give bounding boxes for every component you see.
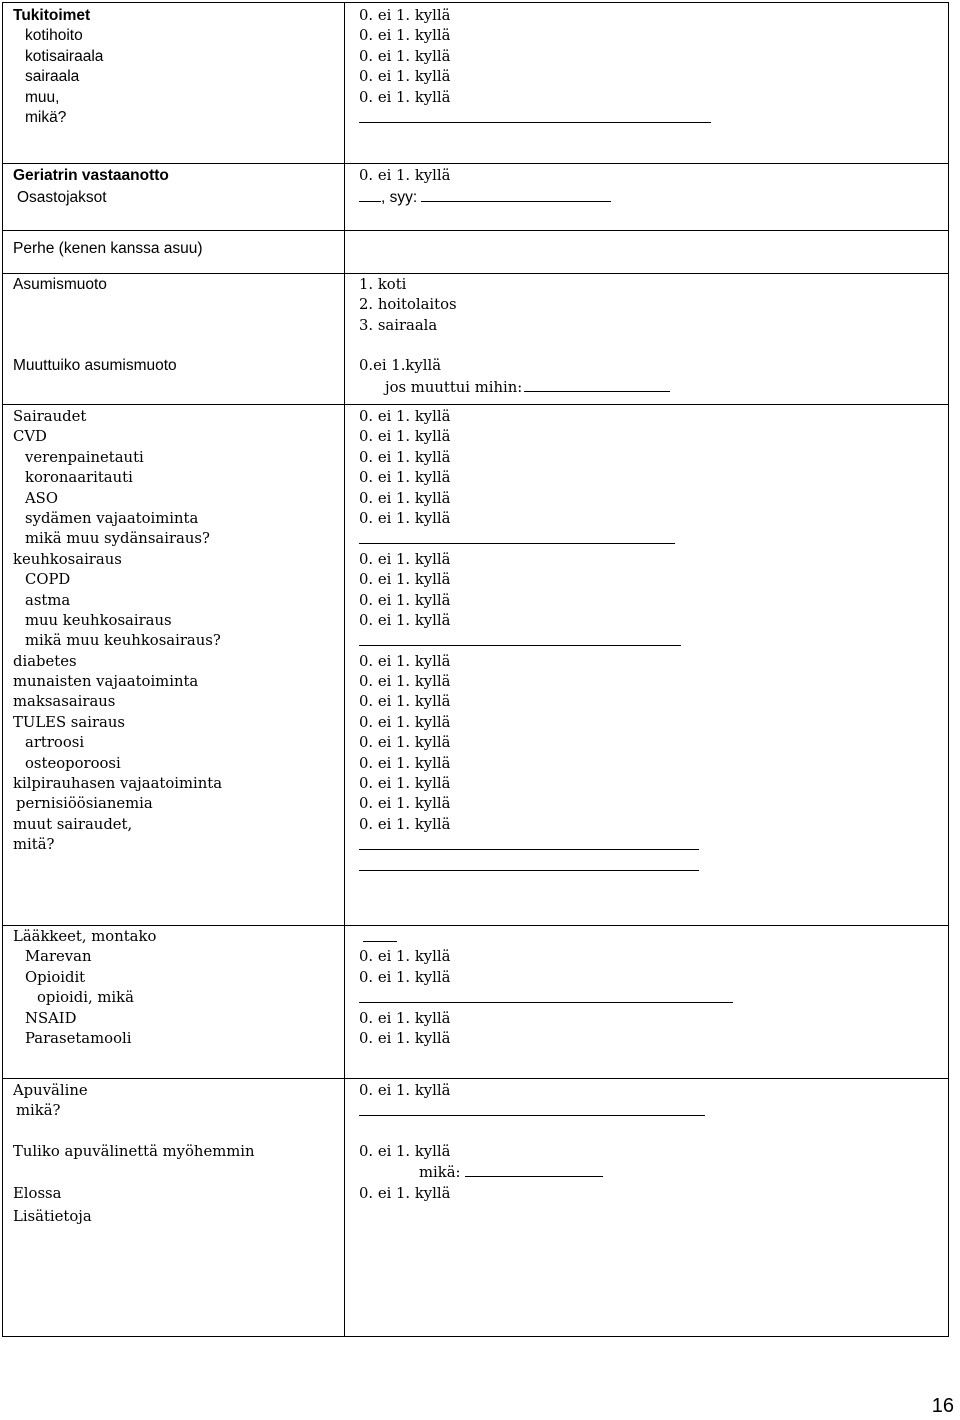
other-diseases-blank-2[interactable] — [359, 856, 699, 871]
housing-changed-label: Muuttuiko asumismuoto — [13, 357, 177, 375]
row-medication — [3, 926, 949, 1079]
housing-option-care-facility[interactable]: 2. hoitolaitos — [359, 296, 457, 314]
answer-heart-failure[interactable]: 0. ei 1. kyllä — [359, 509, 451, 527]
answer-aid[interactable]: 0. ei 1. kyllä — [359, 1082, 451, 1099]
support-answers — [345, 3, 949, 164]
answer-kidney[interactable]: 0. ei 1. kyllä — [359, 673, 451, 691]
answer-aso[interactable]: 0. ei 1. kyllä — [359, 489, 451, 507]
housing-option-home[interactable]: 1. koti — [359, 276, 407, 293]
med-opioids: Opioidit — [25, 968, 86, 986]
answer-asthma[interactable]: 0. ei 1. kyllä — [359, 591, 451, 609]
other-diseases-blank-1[interactable] — [359, 835, 699, 850]
disease-anemia: pernisiöösianemia — [16, 795, 153, 813]
disease-other-heart: mikä muu sydänsairaus? — [25, 530, 210, 548]
disease-heart-failure: sydämen vajaatoiminta — [25, 509, 199, 527]
disease-thyroid: kilpirauhasen vajaatoiminta — [13, 775, 223, 793]
answer-alive[interactable]: 0. ei 1. kyllä — [359, 1184, 451, 1202]
diseases-title: Sairaudet — [13, 408, 87, 425]
aids-answers — [345, 1079, 949, 1337]
housing-changed-answer[interactable]: 0.ei 1.kyllä — [359, 357, 442, 375]
ward-reason-label: , syy: — [381, 189, 418, 207]
housing-changed-to-blank[interactable] — [524, 377, 670, 392]
answer-copd[interactable]: 0. ei 1. kyllä — [359, 571, 451, 589]
family-answer-cell[interactable] — [345, 231, 949, 274]
housing-label: Asumismuoto — [13, 276, 107, 293]
medication-count-blank[interactable] — [363, 927, 397, 942]
disease-diabetes: diabetes — [13, 652, 77, 670]
aid-later-which — [345, 1162, 948, 1183]
answer-lung[interactable]: 0. ei 1. kyllä — [359, 550, 451, 568]
answer-arthrosis[interactable]: 0. ei 1. kyllä — [359, 734, 451, 752]
row-geriatric — [3, 164, 949, 231]
disease-liver: maksasairaus — [13, 693, 116, 711]
answer-diabetes[interactable]: 0. ei 1. kyllä — [359, 652, 451, 670]
aid-label: Apuväline — [13, 1082, 88, 1099]
med-nsaid: NSAID — [25, 1009, 77, 1027]
other-lung-blank[interactable] — [359, 631, 681, 646]
extra-info-field[interactable] — [345, 1205, 948, 1228]
med-paracetamol: Parasetamooli — [25, 1029, 132, 1047]
disease-osteoporosis: osteoporoosi — [25, 754, 121, 772]
answer-other-lung[interactable]: 0. ei 1. kyllä — [359, 611, 451, 629]
family-label: Perhe (kenen kanssa asuu) — [13, 240, 203, 257]
answer-aid-later[interactable]: 0. ei 1. kyllä — [359, 1142, 451, 1160]
other-heart-blank[interactable] — [359, 529, 675, 544]
housing-changed-to-label: jos muuttui mihin: — [385, 378, 523, 396]
geriatric-labels — [3, 164, 345, 231]
ward-reason-blank[interactable] — [421, 187, 611, 202]
disease-cvd: CVD — [13, 428, 47, 446]
family-label-cell — [3, 231, 345, 274]
disease-other-lung: muu keuhkosairaus — [25, 611, 172, 629]
support-answer-other[interactable]: 0. ei 1. kyllä — [359, 68, 451, 86]
row-diseases — [3, 405, 949, 926]
answer-anemia[interactable]: 0. ei 1. kyllä — [359, 795, 451, 813]
housing-option-hospital[interactable]: 3. sairaala — [359, 316, 438, 334]
answer-cvd[interactable]: 0. ei 1. kyllä — [359, 428, 451, 446]
ward-periods-count-blank[interactable] — [359, 187, 381, 202]
support-which-blank[interactable] — [359, 108, 711, 123]
disease-asthma: astma — [25, 591, 71, 609]
support-answer-other-yes[interactable]: 0. ei 1. kyllä — [359, 88, 451, 106]
extra-info-label: Lisätietoja — [13, 1207, 92, 1225]
row-housing — [3, 274, 949, 405]
disease-coronary: koronaaritauti — [25, 469, 133, 487]
disease-tules: TULES sairaus — [13, 713, 125, 731]
aid-later-which-label: mikä: — [419, 1164, 461, 1182]
disease-arthrosis: artroosi — [25, 734, 85, 752]
answer-liver[interactable]: 0. ei 1. kyllä — [359, 693, 451, 711]
support-title: Tukitoimet — [13, 7, 91, 24]
row-aids — [3, 1079, 949, 1337]
row-family — [3, 231, 949, 274]
support-answer-hospital[interactable]: 0. ei 1. kyllä — [359, 47, 451, 65]
answer-diseases[interactable]: 0. ei 1. kyllä — [359, 408, 451, 425]
disease-hypertension: verenpainetauti — [25, 448, 144, 466]
support-item-which: mikä? — [25, 108, 67, 126]
housing-answers — [345, 274, 949, 405]
geriatric-clinic-answer[interactable]: 0. ei 1. kyllä — [359, 167, 451, 184]
ward-periods-answer — [345, 186, 948, 210]
alive-label: Elossa — [13, 1184, 62, 1202]
form — [2, 2, 949, 1337]
medication-title: Lääkkeet, montako — [13, 928, 157, 945]
answer-paracetamol[interactable]: 0. ei 1. kyllä — [359, 1029, 451, 1047]
disease-other: muut sairaudet, — [13, 815, 133, 833]
housing-labels — [3, 274, 345, 405]
aid-later-which-blank[interactable] — [465, 1162, 603, 1177]
page-number: 16 — [931, 1395, 954, 1417]
answer-marevan[interactable]: 0. ei 1. kyllä — [359, 948, 451, 966]
aid-which-blank[interactable] — [359, 1101, 705, 1116]
disease-kidney: munaisten vajaatoiminta — [13, 673, 199, 691]
geriatric-answers — [345, 164, 949, 231]
support-item-hospital: sairaala — [25, 68, 80, 86]
answer-osteoporosis[interactable]: 0. ei 1. kyllä — [359, 754, 451, 772]
answer-nsaid[interactable]: 0. ei 1. kyllä — [359, 1009, 451, 1027]
answer-tules[interactable]: 0. ei 1. kyllä — [359, 713, 451, 731]
aid-which-label: mikä? — [16, 1102, 61, 1120]
diseases-labels — [3, 405, 345, 926]
support-item-other: muu, — [25, 88, 60, 106]
which-opioid-blank[interactable] — [359, 988, 733, 1003]
form-table — [2, 2, 949, 1337]
support-labels — [3, 3, 345, 164]
med-marevan: Marevan — [25, 948, 92, 966]
geriatric-clinic-label: Geriatrin vastaanotto — [13, 167, 169, 184]
medication-answers — [345, 926, 949, 1079]
disease-other-which: mitä? — [13, 836, 55, 854]
answer-other[interactable]: 0. ei 1. kyllä — [359, 815, 451, 833]
diseases-answers — [345, 405, 949, 926]
aid-later-label: Tuliko apuvälinettä myöhemmin — [13, 1142, 255, 1160]
disease-aso: ASO — [25, 489, 58, 507]
aids-labels — [3, 1079, 345, 1337]
ward-periods-label: Osastojaksot — [17, 189, 107, 207]
answer-opioids[interactable]: 0. ei 1. kyllä — [359, 968, 451, 986]
answer-hypertension[interactable]: 0. ei 1. kyllä — [359, 448, 451, 466]
support-answer-home-care[interactable]: 0. ei 1. kyllä — [359, 7, 451, 24]
disease-copd: COPD — [25, 571, 71, 589]
med-which-opioid: opioidi, mikä — [37, 989, 134, 1007]
housing-changed-to — [345, 377, 948, 397]
disease-other-lung-which: mikä muu keuhkosairaus? — [25, 632, 221, 650]
answer-coronary[interactable]: 0. ei 1. kyllä — [359, 469, 451, 487]
row-support — [3, 3, 949, 164]
medication-labels — [3, 926, 345, 1079]
answer-thyroid[interactable]: 0. ei 1. kyllä — [359, 775, 451, 793]
support-answer-home-hospital[interactable]: 0. ei 1. kyllä — [359, 27, 451, 45]
disease-lung: keuhkosairaus — [13, 550, 122, 568]
support-item-home-hospital: kotisairaala — [25, 47, 104, 65]
support-item-home-care: kotihoito — [25, 27, 83, 45]
